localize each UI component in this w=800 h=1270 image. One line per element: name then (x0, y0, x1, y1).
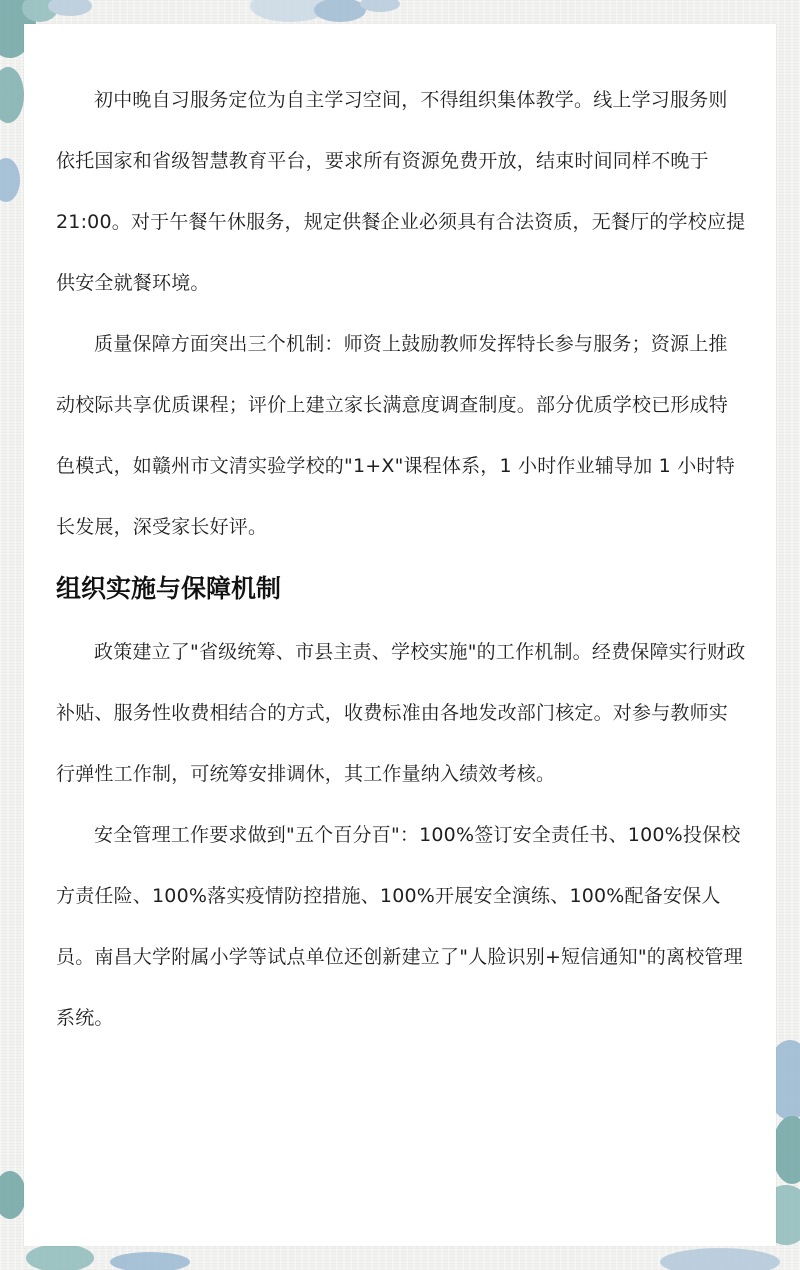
watercolor-flowers-top-center (250, 0, 400, 22)
paragraph-quality-assurance: 质量保障方面突出三个机制：师资上鼓励教师发挥特长参与服务；资源上推动校际共享优质课程；评价上建立家长满意度调查制度。部分优质学校已形成特色模式，如赣州市文清实验学校的"1+X"课程体系，1 小时作业辅导加 1 小时特长发展，深受家长好评。 (56, 333, 735, 538)
paragraph-evening-study: 初中晚自习服务定位为自主学习空间，不得组织集体教学。线上学习服务则依托国家和省级智慧教育平台，要求所有资源免费开放，结束时间同样不晚于 21:00。对于午餐午休服务，规定供餐企业必须具有合法资质，无餐厅的学校应提供安全就餐环境。 (56, 89, 746, 294)
article-body (56, 70, 746, 1049)
paragraph-safety-management: 安全管理工作要求做到"五个百分百"：100%签订安全责任书、100%投保校方责任险、100%落实疫情防控措施、100%开展安全演练、100%配备安保人员。南昌大学附属小学等试点单位还创新建立了"人脸识别+短信通知"的离校管理系统。 (56, 824, 743, 1029)
paragraph-work-mechanism: 政策建立了"省级统筹、市县主责、学校实施"的工作机制。经费保障实行财政补贴、服务性收费相结合的方式，收费标准由各地发改部门核定。对参与教师实行弹性工作制，可统筹安排调休，其工作量纳入绩效考核。 (56, 641, 746, 785)
section-title: 组织实施与保障机制 (56, 574, 282, 603)
